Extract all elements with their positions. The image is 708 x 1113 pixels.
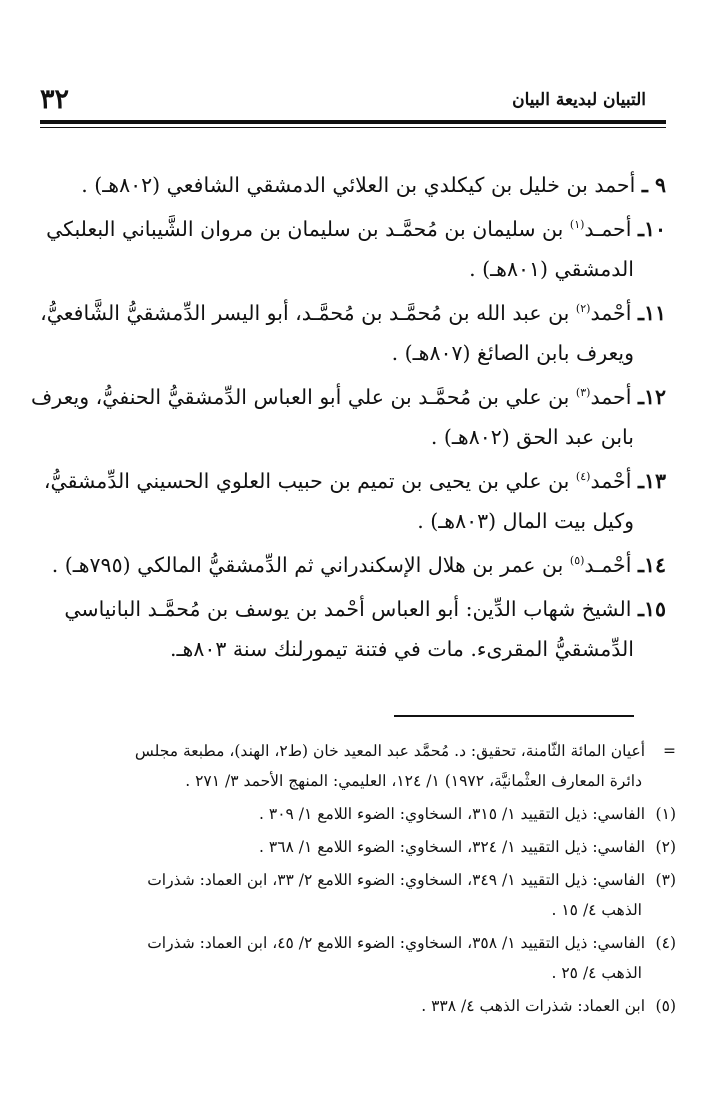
footnote-text: الفاسي: ذيل التقييد ١/ ٣٢٤، السخاوي: الضوء اللامع ١/ ٣٦٨ . [259, 838, 646, 856]
footnote [62, 832, 676, 862]
footnote-continuation: الذهب ٤/ ٢٥ . [551, 964, 642, 982]
header-rule-thick [40, 120, 666, 124]
entry-continuation: الدِّمشقيُّ المقرىء. مات في فتنة تيمورلنك سنة ٨٠٣هـ. [170, 637, 634, 661]
entry-name: أحمـد [584, 217, 632, 241]
entry-name: أحْمد [590, 469, 632, 493]
footnote [62, 799, 676, 829]
footnote-label: (٣) [655, 871, 676, 889]
entry-continuation: بابن عبد الحق (٨٠٢هـ) . [430, 425, 634, 449]
biography-entry [44, 165, 666, 205]
footnote [62, 736, 676, 796]
entry-number: ١٤ـ [637, 553, 666, 577]
biography-entry [44, 209, 666, 289]
entry-first-line [46, 217, 666, 241]
footnote-label: (٢) [655, 838, 676, 856]
entry-continuation: الدمشقي (٨٠١هـ) . [469, 257, 634, 281]
entry-text: بن خليل بن كيكلدي بن العلائي الدمشقي الشافعي (٨٠٢هـ) . [81, 173, 588, 197]
entry-text: بن عمر بن هلال الإسكندراني ثم الدِّمشقيُّ المالكي (٧٩٥هـ) . [51, 553, 564, 577]
footnote-ref: (٥) [569, 554, 585, 568]
biography-list [31, 165, 666, 669]
biography-entry [31, 377, 666, 457]
footnote-label: (١) [655, 805, 676, 823]
biography-entry [44, 589, 666, 669]
footnote-separator [394, 715, 634, 717]
entry-number: ٩ ـ [641, 173, 666, 197]
footnote [62, 865, 676, 925]
entry-name: أحمد [590, 385, 632, 409]
footnote-continuation: الذهب ٤/ ١٥ . [551, 901, 642, 919]
entry-first-line [44, 469, 666, 493]
running-title: التبيان لبديعة البيان [512, 90, 646, 110]
footnote-ref: (٣) [575, 386, 591, 400]
entry-first-line [40, 301, 666, 325]
entry-number: ١٥ـ [637, 597, 666, 621]
biography-entry [40, 293, 666, 373]
footnote-ref: (٤) [575, 470, 591, 484]
entry-first-line [81, 173, 666, 197]
footnote-text: الفاسي: ذيل التقييد ١/ ٣١٥، السخاوي: الضوء اللامع ١/ ٣٠٩ . [259, 805, 646, 823]
entry-text: بن عبد الله بن مُحمَّـد بن مُحمَّـد، أبو اليسر الدِّمشقيُّ الشَّافعيُّ، [40, 301, 570, 325]
entry-number: ١٣ـ [637, 469, 666, 493]
entry-text: أبو العباس أحْمد بن يوسف بن مُحمَّـد البانياسي [64, 597, 460, 621]
footnote-continuation: دائرة المعارف العثْمانيَّة، ١٩٧٢) ١/ ١٢٤، العليمي: المنهج الأحمد ٣/ ٢٧١ . [185, 772, 642, 790]
entry-name: أحْمـد [584, 553, 632, 577]
footnote [62, 991, 676, 1021]
entry-text: بن علي بن يحيى بن تميم بن حبيب العلوي الحسيني الدِّمشقيُّ، [43, 469, 570, 493]
footnote-ref: (١) [569, 218, 585, 232]
entry-first-line [52, 553, 666, 577]
footnote-label: (٤) [655, 934, 676, 952]
entry-number: ١٢ـ [637, 385, 666, 409]
footnote-ref: (٢) [575, 302, 591, 316]
entry-number: ١١ـ [637, 301, 666, 325]
entry-name: أحمد [594, 173, 636, 197]
header-rule-thin [40, 127, 666, 128]
entry-first-line [31, 385, 666, 409]
footnote-label: = [663, 742, 676, 760]
page-number: ٣٢ [40, 84, 70, 115]
entry-first-line [64, 597, 666, 621]
entry-continuation: ويعرف بابن الصائغ (٨٠٧هـ) . [391, 341, 634, 365]
footnote-text: ابن العماد: شذرات الذهب ٤/ ٣٣٨ . [421, 997, 646, 1015]
footnote-text: أعيان المائة الثّامنة، تحقيق: د. مُحمَّد عبد المعيد خان (ط٢، الهند)، مطبعة مجلس [134, 742, 646, 760]
entry-name: أحْمد [590, 301, 632, 325]
biography-entry [44, 545, 666, 585]
entry-text: بن علي بن مُحمَّـد بن علي أبو العباس الدِّمشقيُّ الحنفيُّ، ويعرف [31, 385, 570, 409]
footnote [62, 928, 676, 988]
biography-entry [44, 461, 666, 541]
entry-number: ١٠ـ [637, 217, 666, 241]
entry-name: الشيخ شهاب الدِّين: [465, 597, 632, 621]
entry-text: بن سليمان بن مُحمَّـد بن سليمان بن مروان الشَّيباني البعلبكي [46, 217, 564, 241]
footnote-text: الفاسي: ذيل التقييد ١/ ٣٥٨، السخاوي: الضوء اللامع ٢/ ٤٥، ابن العماد: شذرات [147, 934, 646, 952]
footnotes [62, 736, 676, 1021]
entry-continuation: وكيل بيت المال (٨٠٣هـ) . [417, 509, 634, 533]
footnote-text: الفاسي: ذيل التقييد ١/ ٣٤٩، السخاوي: الضوء اللامع ٢/ ٣٣، ابن العماد: شذرات [147, 871, 646, 889]
footnote-label: (٥) [655, 997, 676, 1015]
